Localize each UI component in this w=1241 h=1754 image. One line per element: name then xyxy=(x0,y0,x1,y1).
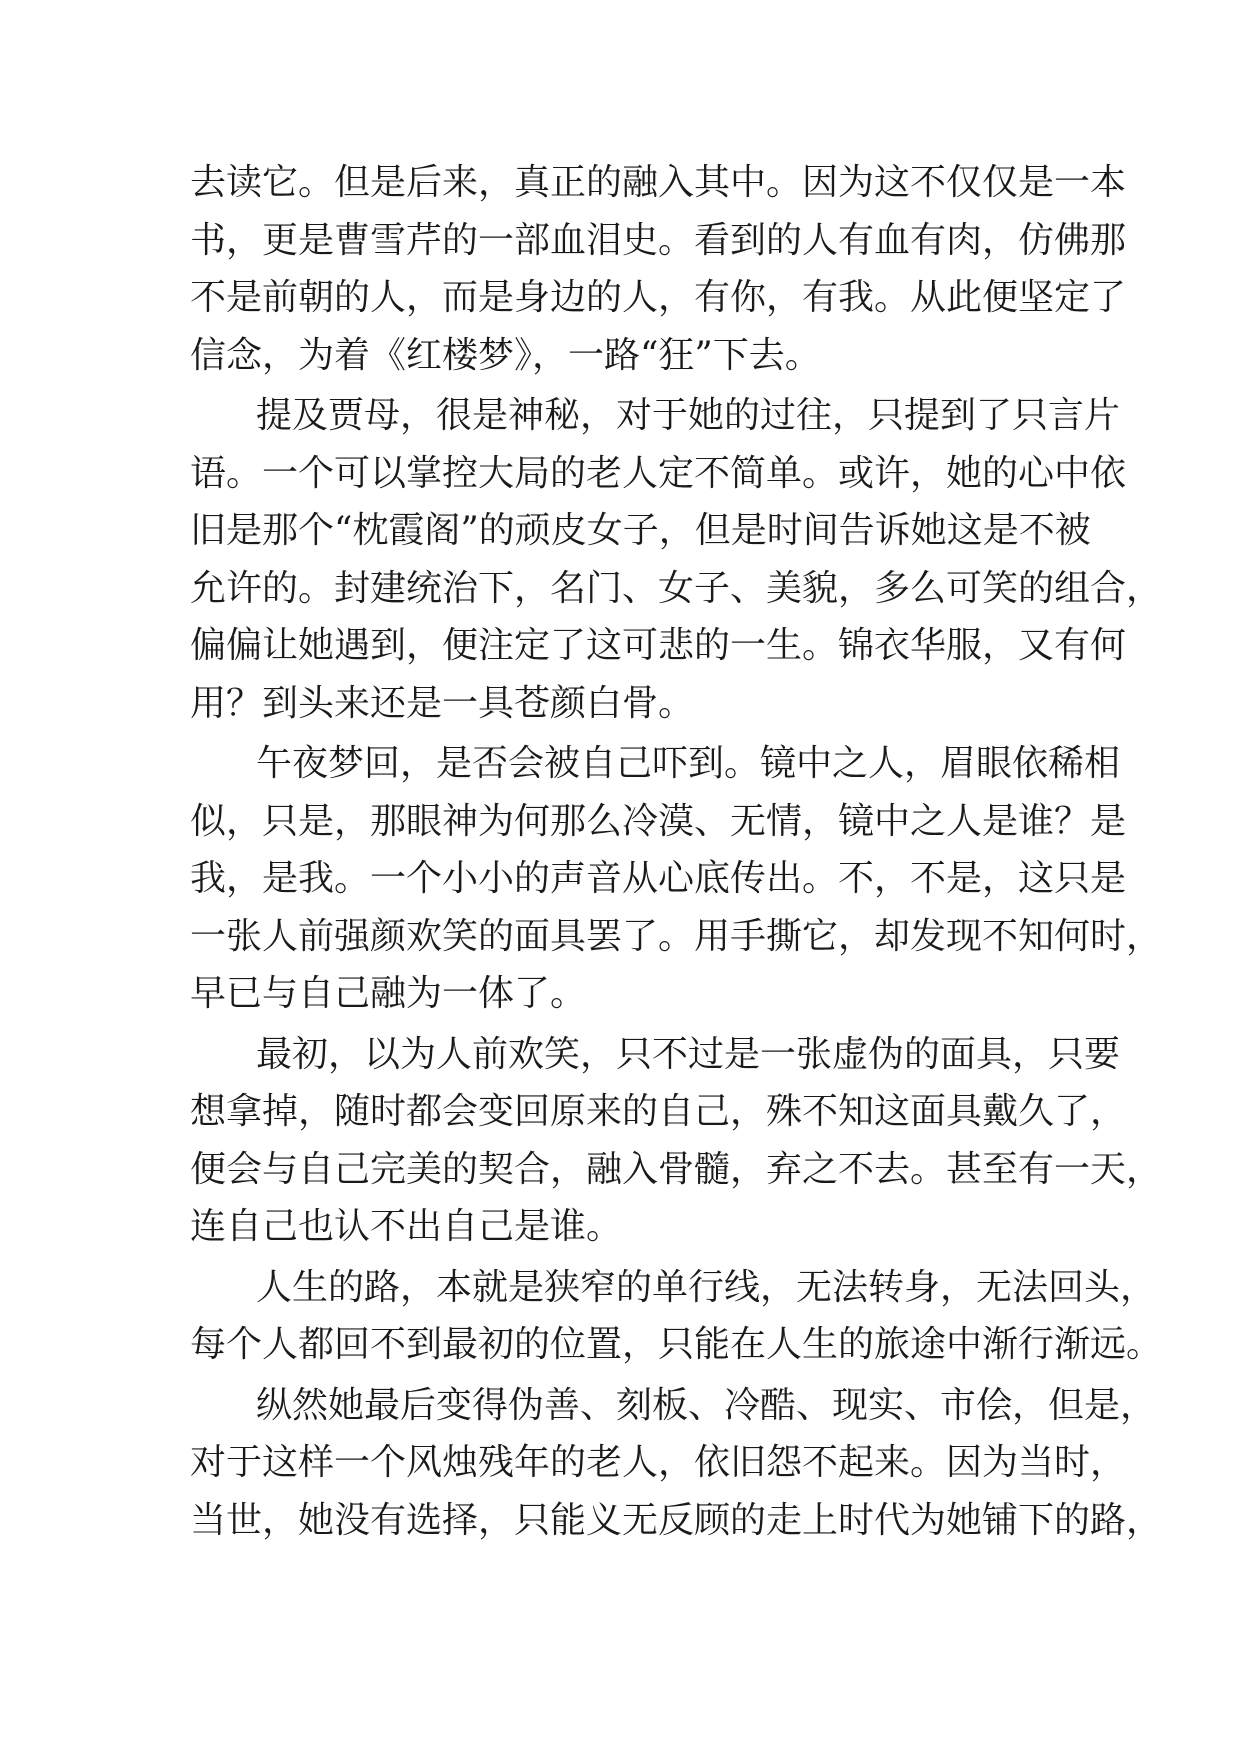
text-line: 最初，以为人前欢笑，只不过是一张虚伪的面具，只要 xyxy=(256,1033,1121,1075)
text-line: 不是前朝的人，而是身边的人，有你，有我。从此便坚定了 xyxy=(190,277,1127,318)
paragraph xyxy=(190,1377,1163,1550)
text-line: 人生的路，本就是狭窄的单行线，无法转身，无法回头， xyxy=(256,1266,1157,1308)
text-line: 似，只是，那眼神为何那么冷漠、无情，镜中之人是谁？是 xyxy=(190,800,1127,842)
text-line: 连自己也认不出自己是谁。 xyxy=(190,1206,623,1247)
text-line: 去读它。但是后来，真正的融入其中。因为这不仅仅是一本 xyxy=(190,162,1127,203)
text-line: 我，是我。一个小小的声音从心底传出。不，不是，这只是 xyxy=(190,858,1127,899)
text-line: 便会与自己完美的契合，融入骨髓，弃之不去。甚至有一天， xyxy=(190,1148,1163,1190)
text-line: 书，更是曹雪芹的一部血泪史。看到的人有血有肉，仿佛那 xyxy=(190,219,1127,261)
text-line: 对于这样一个风烛残年的老人，依旧怨不起来。因为当时， xyxy=(190,1442,1127,1483)
paragraph xyxy=(190,154,1127,384)
paragraph xyxy=(190,735,1163,1023)
text-line: 早已与自己融为一体了。 xyxy=(190,973,587,1014)
text-line: 用？到头来还是一具苍颜白骨。 xyxy=(190,682,695,724)
text-line: 旧是那个“枕霞阁”的顽皮女子，但是时间告诉她这是不被 xyxy=(190,510,1091,551)
text-line: 提及贾母，很是神秘，对于她的过往，只提到了只言片 xyxy=(256,395,1121,436)
text-line: 语。一个可以掌控大局的老人定不简单。或许，她的心中依 xyxy=(190,452,1127,494)
body-text xyxy=(190,154,1163,1549)
paragraph xyxy=(190,1259,1163,1374)
text-line: 允许的。封建统治下，名门、女子、美貌，多么可笑的组合， xyxy=(190,567,1163,609)
text-line: 当世，她没有选择，只能义无反顾的走上时代为她铺下的路， xyxy=(190,1499,1163,1541)
paragraph xyxy=(190,1026,1163,1256)
text-line: 想拿掉，随时都会变回原来的自己，殊不知这面具戴久了， xyxy=(190,1091,1127,1132)
text-line: 每个人都回不到最初的位置，只能在人生的旅途中渐行渐远。 xyxy=(190,1324,1163,1365)
text-line: 纵然她最后变得伪善、刻板、冷酷、现实、市侩，但是， xyxy=(256,1384,1157,1426)
text-line: 信念，为着《红楼梦》，一路“狂”下去。 xyxy=(190,334,821,376)
paragraph xyxy=(190,387,1163,732)
text-line: 一张人前强颜欢笑的面具罢了。用手撕它，却发现不知何时， xyxy=(190,915,1163,957)
text-line: 偏偏让她遇到，便注定了这可悲的一生。锦衣华服，又有何 xyxy=(190,625,1127,666)
text-line: 午夜梦回，是否会被自己吓到。镜中之人，眉眼依稀相 xyxy=(256,743,1121,784)
